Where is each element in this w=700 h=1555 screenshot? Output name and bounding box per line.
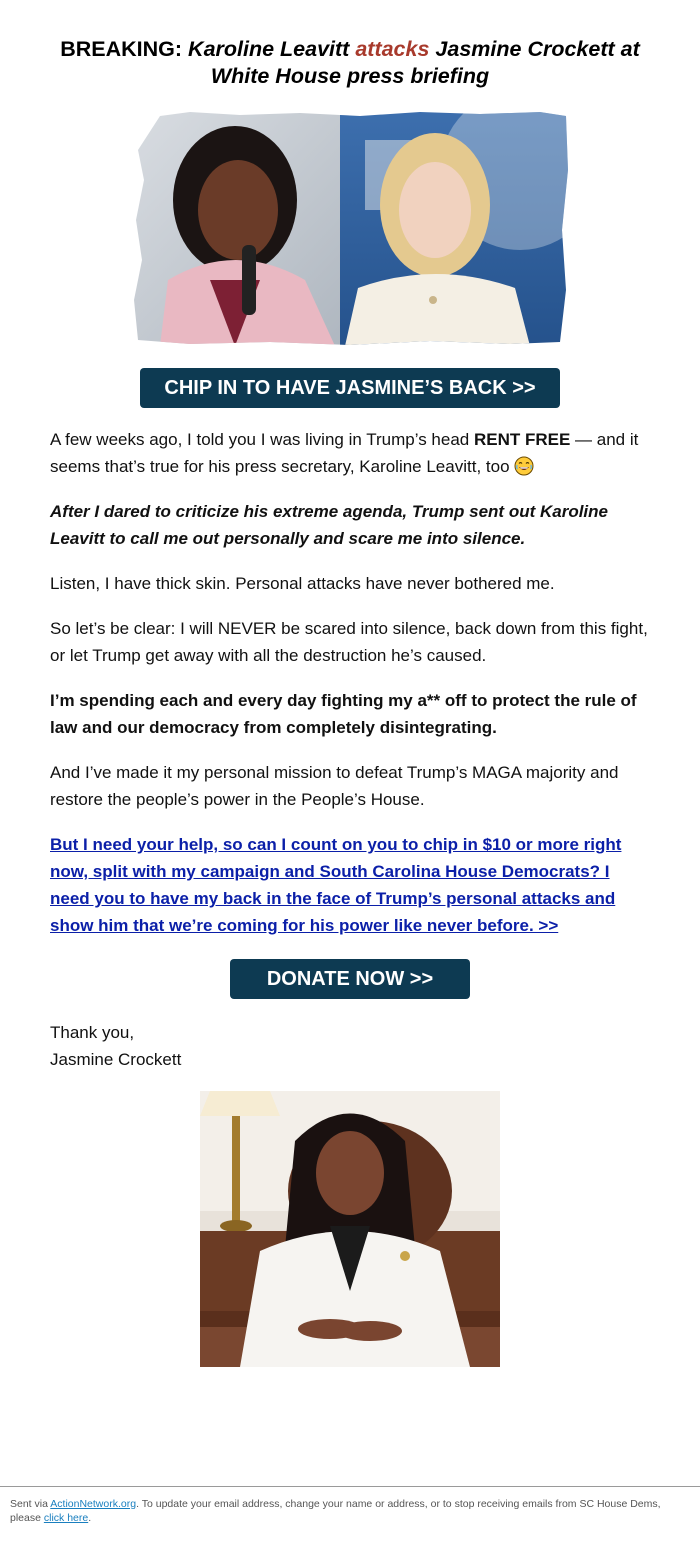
signoff	[50, 1019, 650, 1073]
footer-middle: . To update your email address, change your name or address, or to stop receiving emails from SC House Dems, please	[10, 1498, 661, 1524]
laughing-emoji-icon	[514, 456, 534, 476]
paragraph-never-scared: So let’s be clear: I will NEVER be scared into silence, back down from this fight, or let Trump get away with all the destruction he’s caused.	[50, 619, 648, 665]
email-footer	[0, 1486, 700, 1525]
paragraph-thick-skin: Listen, I have thick skin. Personal attacks have never bothered me.	[50, 574, 555, 593]
portrait-image[interactable]	[200, 1091, 500, 1367]
paragraph-fighting: I’m spending each and every day fighting my a** off to protect the rule of law and our democracy from completely disintegrating.	[50, 691, 637, 737]
hero-image[interactable]	[130, 110, 570, 346]
actionnetwork-link[interactable]: ActionNetwork.org	[50, 1498, 137, 1510]
footer-sent-via: Sent via	[10, 1498, 51, 1510]
chip-in-button[interactable]: CHIP IN TO HAVE JASMINE’S BACK >>	[140, 368, 560, 408]
headline	[50, 36, 650, 90]
p1-start: A few weeks ago, I told you I was living in Trump’s head	[50, 430, 474, 449]
footer-end: .	[88, 1512, 92, 1524]
headline-prefix: BREAKING:	[60, 37, 183, 61]
p1-end: — and it seems that’s true for his press secretary, Karoline Leavitt, too	[50, 430, 639, 476]
paragraph-mission: And I’ve made it my personal mission to defeat Trump’s MAGA majority and restore the people’s power in the People’s House.	[50, 763, 619, 809]
headline-name: Karoline Leavitt	[188, 37, 350, 61]
p1-bold: RENT FREE	[473, 430, 571, 449]
headline-rest: Jasmine Crockett at White House press briefing	[210, 37, 640, 88]
paragraph-rent-free	[50, 426, 650, 480]
paragraph-ask	[50, 831, 650, 939]
headline-verb: attacks	[355, 37, 430, 61]
paragraph-silence: After I dared to criticize his extreme agenda, Trump sent out Karoline Leavitt to call me out personally and scare me into silence.	[50, 502, 608, 548]
unsubscribe-link[interactable]: click here	[43, 1512, 89, 1524]
signoff-thanks: Thank you,	[50, 1023, 135, 1042]
email-content	[50, 0, 650, 1367]
donate-now-button[interactable]: DONATE NOW >>	[230, 959, 470, 999]
donation-ask-link[interactable]: But I need your help, so can I count on you to chip in $10 or more right now, split with my campaign and South Carolina House Democrats? I need you to have my back in the face of Trump’s personal attacks and show him that we’re coming for his power like never before. >>	[50, 835, 622, 935]
signoff-name: Jasmine Crockett	[50, 1050, 182, 1069]
